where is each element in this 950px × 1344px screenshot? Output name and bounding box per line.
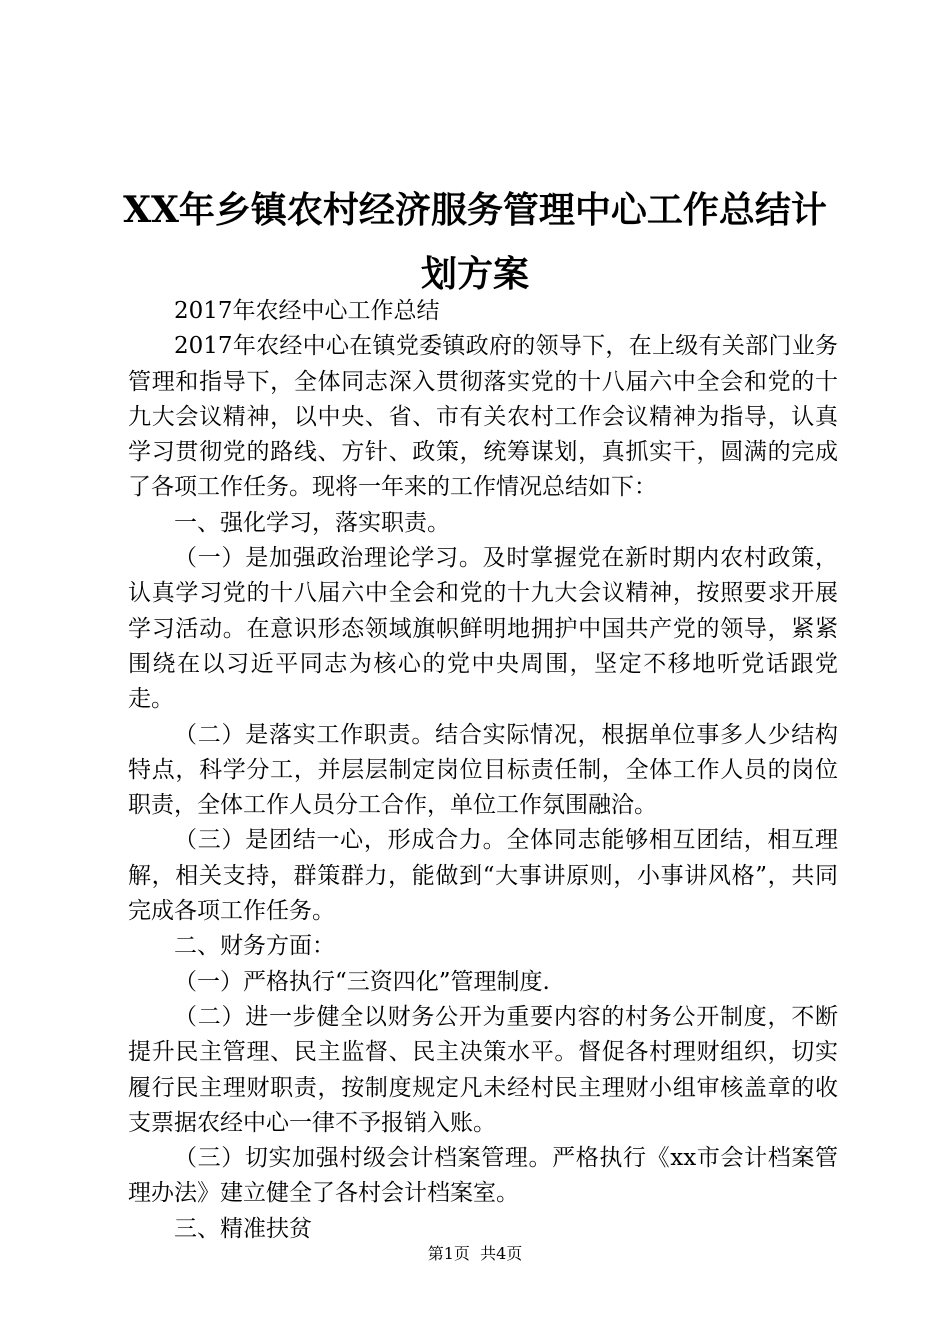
document-body (128, 294, 838, 1247)
body-paragraph: （三）是团结一心，形成合力。全体同志能够相互团结，相互理解，相关支持，群策群力，能做到“大事讲原则，小事讲风格”，共同完成各项工作任务。 (128, 827, 838, 925)
intro-paragraph: 2017年农经中心在镇党委镇政府的领导下，在上级有关部门业务管理和指导下，全体同志深入贯彻落实党的十八届六中全会和党的十九大会议精神，以中央、省、市有关农村工作会议精神为指导，认真学习贯彻党的路线、方针、政策，统筹谋划，真抓实干，圆满的完成了各项工作任务。现将一年来的工作情况总结如下： (128, 333, 838, 501)
document-title (120, 178, 830, 306)
title-line-1: XX年乡镇农村经济服务管理中心工作总结计 (123, 189, 827, 231)
body-paragraph: （一）是加强政治理论学习。及时掌握党在新时期内农村政策，认真学习党的十八届六中全会和党的十九大会议精神，按照要求开展学习活动。在意识形态领域旗帜鲜明地拥护中国共产党的领导，紧紧围绕在以习近平同志为核心的党中央周围，坚定不移地听党话跟党走。 (128, 545, 838, 713)
section-heading: 2017年农经中心工作总结 (174, 298, 440, 324)
footer-spacer (470, 1244, 480, 1263)
section-heading: 二、财务方面： (174, 933, 335, 960)
title-line-2: 划方案 (420, 253, 529, 295)
body-paragraph: （一）严格执行“三资四化”管理制度. (174, 968, 550, 995)
body-paragraph: （三）切实加强村级会计档案管理。严格执行《xx市会计档案管理办法》建立健全了各村会计档案室。 (128, 1145, 838, 1207)
section-heading: 一、强化学习，落实职责。 (174, 509, 450, 536)
page-total: 共4页 (480, 1244, 523, 1263)
body-paragraph: （二）是落实工作职责。结合实际情况，根据单位事多人少结构特点，科学分工，并层层制定岗位目标责任制，全体工作人员的岗位职责，全体工作人员分工合作，单位工作氛围融洽。 (128, 721, 838, 819)
page-footer (0, 1243, 950, 1265)
page-number: 第1页 (427, 1244, 470, 1263)
section-heading: 三、精准扶贫 (174, 1215, 312, 1242)
body-paragraph: （二）进一步健全以财务公开为重要内容的村务公开制度，不断提升民主管理、民主监督、民主决策水平。督促各村理财组织，切实履行民主理财职责，按制度规定凡未经村民主理财小组审核盖章的收支票据农经中心一律不予报销入账。 (128, 1003, 838, 1136)
